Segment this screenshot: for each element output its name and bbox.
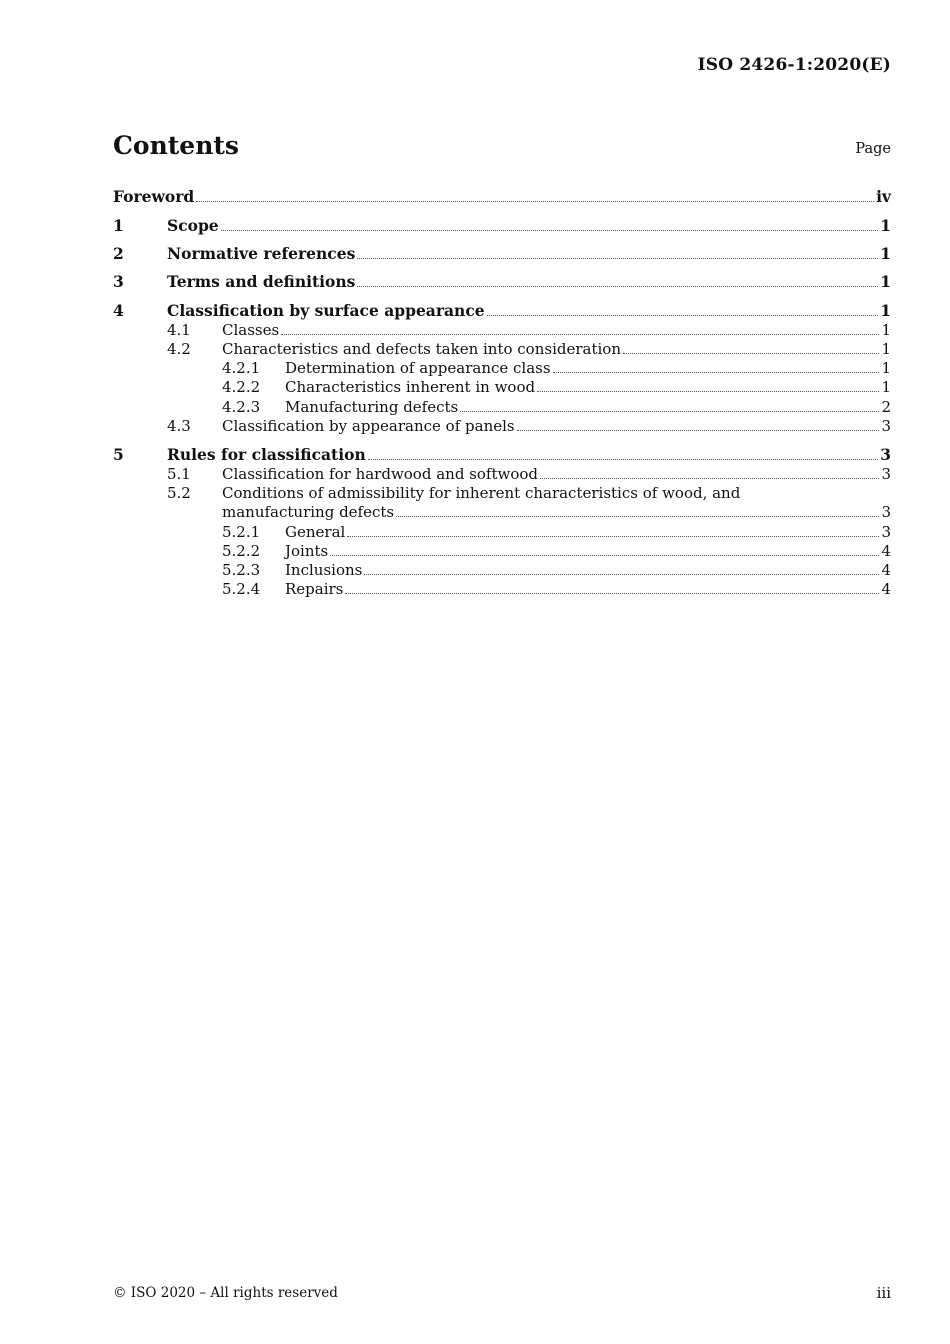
toc-entry-number: 5.2.3 (222, 561, 261, 579)
toc-entry-title: Classes (222, 321, 280, 339)
toc-entry-joints[interactable] (113, 540, 891, 560)
toc-page-number: 3 (881, 465, 891, 483)
toc-entry-title: Repairs (285, 580, 344, 598)
dot-leader (364, 573, 879, 575)
dot-leader (623, 352, 879, 354)
toc-entry-classes[interactable] (113, 319, 891, 339)
toc-page-number: 4 (881, 542, 891, 560)
toc-entry-number: 5.2 (167, 484, 191, 502)
toc-entry-body (167, 446, 891, 464)
toc-entry-characteristics-defects[interactable] (113, 338, 891, 358)
toc-entry-number: 3 (113, 272, 124, 291)
toc-page-number: 1 (881, 359, 891, 377)
toc-entry-title: Conditions of admissibility for inherent characteristics of wood, and (222, 484, 741, 502)
dot-leader (553, 371, 880, 373)
toc-entry-title: General (285, 523, 346, 541)
toc-page-number: 1 (880, 272, 891, 291)
toc-entry-title: Terms and definitions (167, 272, 356, 291)
toc-entry-body (222, 321, 891, 339)
toc-page-number: 2 (881, 398, 891, 416)
toc-entry-body (222, 465, 891, 483)
toc-entry-number: 4.2.1 (222, 359, 261, 377)
toc-page-number: 1 (881, 340, 891, 358)
toc-entry-body (285, 580, 891, 598)
toc-entry-number: 5.2.2 (222, 542, 261, 560)
toc-entry-body (167, 302, 891, 320)
toc-entry-body (285, 359, 891, 377)
toc-entry-classification-panels[interactable] (113, 415, 891, 435)
toc-entry-body (167, 273, 891, 291)
toc-entry-number: 1 (113, 216, 124, 235)
toc-entry-body (222, 340, 891, 358)
toc-entry-number: 4.2.2 (222, 378, 261, 396)
toc-page-number: 1 (880, 244, 891, 263)
toc-entry-body (285, 398, 891, 416)
toc-entry-title: Foreword (113, 187, 195, 206)
dot-leader (196, 200, 874, 202)
toc-entry-number: 4.1 (167, 321, 191, 339)
dot-leader (357, 285, 878, 287)
contents-heading: Contents (113, 131, 240, 160)
footer-page-number: iii (876, 1284, 891, 1302)
toc-entry-conditions-admissibility[interactable] (113, 482, 891, 502)
footer-copyright: © ISO 2020 – All rights reserved (113, 1285, 338, 1301)
dot-leader (396, 515, 879, 517)
toc-entry-title: Classification by surface appearance (167, 301, 485, 320)
toc-entry-classification-surface[interactable] (113, 300, 891, 320)
toc-entry-scope[interactable] (113, 215, 891, 235)
toc-entry-determination-class[interactable] (113, 357, 891, 377)
toc-entry-number: 5.2.1 (222, 523, 261, 541)
toc-entry-title: Rules for classification (167, 445, 366, 464)
toc-entry-body (285, 561, 891, 579)
toc-page-number: 4 (881, 561, 891, 579)
toc-entry-title: Inclusions (285, 561, 363, 579)
toc-entry-body (167, 217, 891, 235)
dot-leader (537, 390, 879, 392)
dot-leader (281, 333, 879, 335)
toc-entry-repairs[interactable] (113, 578, 891, 598)
toc-entry-inclusions[interactable] (113, 559, 891, 579)
toc-entry-title: Normative references (167, 244, 356, 263)
toc-entry-general[interactable] (113, 521, 891, 541)
toc-page-number: 1 (881, 378, 891, 396)
toc-entry-title: Classification for hardwood and softwood (222, 465, 538, 483)
toc-entry-number: 4.2 (167, 340, 191, 358)
toc-entry-title: Manufacturing defects (285, 398, 459, 416)
toc-page-number: iv (876, 187, 891, 206)
toc-page-number: 3 (880, 445, 891, 464)
dot-leader (347, 535, 879, 537)
toc-entry-number: 5.1 (167, 465, 191, 483)
dot-leader (540, 477, 879, 479)
dot-leader (517, 429, 880, 431)
toc-entry-number: 5 (113, 445, 124, 464)
toc-entry-title: Characteristics inherent in wood (285, 378, 536, 396)
dot-leader (460, 410, 879, 412)
toc-page-number: 3 (881, 417, 891, 435)
toc-entry-conditions-admissibility-cont[interactable] (113, 501, 891, 521)
dot-leader (330, 554, 879, 556)
document-id: ISO 2426-1:2020(E) (697, 55, 891, 75)
dot-leader (357, 257, 878, 259)
toc-entry-body (285, 542, 891, 560)
toc-entry-title: Scope (167, 216, 219, 235)
toc-entry-terms-definitions[interactable] (113, 271, 891, 291)
toc-entry-body (222, 417, 891, 435)
toc-entry-hardwood-softwood[interactable] (113, 463, 891, 483)
toc-entry-title: Determination of appearance class (285, 359, 551, 377)
dot-leader (368, 458, 878, 460)
toc-entry-manufacturing-defects[interactable] (113, 396, 891, 416)
toc-entry-body (222, 503, 891, 521)
toc-entry-body (285, 378, 891, 396)
toc-entry-body (167, 245, 891, 263)
toc-page-number: 3 (881, 523, 891, 541)
toc-page-number: 1 (880, 216, 891, 235)
toc-page-number: 4 (881, 580, 891, 598)
toc-entry-rules-classification[interactable] (113, 444, 891, 464)
toc-entry-number: 5.2.4 (222, 580, 261, 598)
toc-entry-title-continued: manufacturing defects (222, 503, 395, 521)
dot-leader (221, 229, 879, 231)
toc-page-number: 1 (881, 321, 891, 339)
page-column-label: Page (855, 141, 891, 157)
toc-entry-foreword[interactable] (113, 186, 891, 206)
toc-page-number: 1 (880, 301, 891, 320)
toc-entry-number: 4.3 (167, 417, 191, 435)
toc-entry-body (285, 523, 891, 541)
toc-entry-number: 4.2.3 (222, 398, 261, 416)
toc-entry-number: 2 (113, 244, 124, 263)
dot-leader (487, 314, 879, 316)
toc-entry-normative-references[interactable] (113, 243, 891, 263)
toc-entry-body (113, 188, 891, 206)
toc-entry-title: Joints (285, 542, 329, 560)
toc-entry-characteristics-inherent[interactable] (113, 376, 891, 396)
toc-page-number: 3 (881, 503, 891, 521)
dot-leader (345, 592, 879, 594)
toc-entry-title: Characteristics and defects taken into consideration (222, 340, 621, 358)
toc-entry-number: 4 (113, 301, 124, 320)
toc-entry-title: Classification by appearance of panels (222, 417, 515, 435)
